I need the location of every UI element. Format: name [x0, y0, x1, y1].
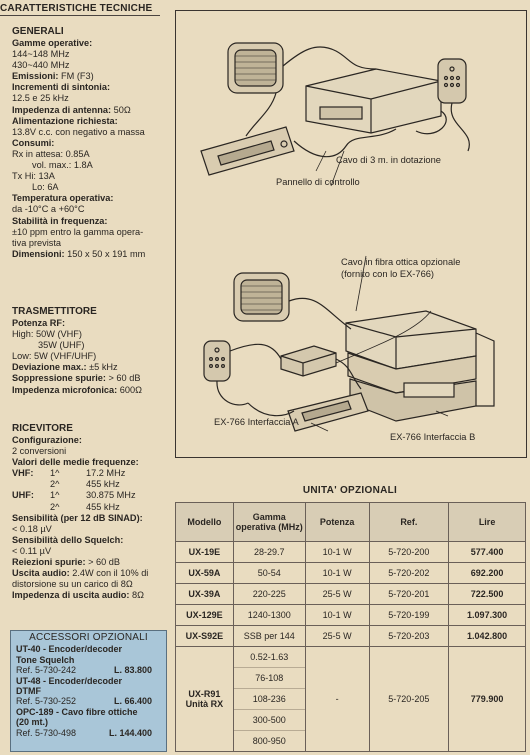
range-value: 300-500	[234, 710, 305, 731]
temperatura-value: da -10°C a +60°C	[12, 204, 85, 215]
caption-fibra-2: (fornito con lo EX-766)	[341, 269, 435, 279]
receiver-title: RICEVITORE	[12, 423, 73, 434]
specs-heading: CARATTERISTICHE TECNICHE	[0, 3, 160, 16]
soppressione-value: > 60 dB	[108, 373, 141, 384]
medie-label: Valori delle medie frequenze:	[12, 457, 139, 468]
impedenza-uscita-row	[12, 590, 172, 601]
gamme-label: Gamme operative:	[12, 38, 93, 48]
cell-range: 1240-1300	[233, 605, 305, 626]
accessory-ref-row	[16, 696, 166, 706]
accessories-box	[10, 630, 167, 752]
col-header-gamma: Gamma operativa (MHz)	[233, 503, 305, 542]
vhf-second-ord: 2^	[50, 479, 60, 490]
uscita-row	[12, 568, 172, 579]
consumi-value-1: Rx in attesa: 0.85A	[12, 148, 90, 159]
control-panel-bottom	[288, 393, 368, 431]
table-row	[176, 647, 526, 752]
interface-box-a	[281, 346, 336, 376]
accessory-name-2: DTMF	[16, 686, 41, 697]
general-section	[12, 26, 172, 260]
gamme-value-2: 430~440 MHz	[12, 60, 70, 71]
incrementi-label: Incrementi di sintonia:	[12, 82, 111, 93]
uhf-row-1	[12, 490, 172, 501]
installation-drawing	[176, 11, 526, 457]
consumi-value-2: vol. max.: 1.8A	[32, 160, 93, 171]
squelch-label: Sensibilità dello Squelch:	[12, 534, 124, 545]
uscita-value: 2.4W con il 10% di	[72, 568, 149, 579]
vhf-row-1	[12, 468, 172, 479]
deviazione-row	[12, 362, 172, 373]
impedenza-uscita-value: 8Ω	[131, 590, 144, 601]
impedenza-antenna-label: Impedenza di antenna:	[12, 104, 112, 115]
cell-range: 220-225	[233, 584, 305, 605]
speaker-bottom	[234, 273, 289, 321]
caption-fibra-1: Cavo in fibra ottica opzionale	[341, 257, 461, 267]
emissioni-label: Emissioni:	[12, 71, 59, 82]
cell-power: 10-1 W	[305, 542, 369, 563]
accessory-price: L. 66.400	[113, 696, 152, 707]
accessory-item	[11, 676, 166, 707]
potenza-value-3: Low: 5W (VHF/UHF)	[12, 351, 97, 362]
accessory-ref-row	[16, 665, 166, 675]
caption-interfaccia-b: EX-766 Interfaccia B	[390, 432, 476, 442]
range-stack	[234, 647, 305, 751]
installation-figure	[175, 10, 527, 458]
emissioni-value: FM (F3)	[61, 71, 94, 82]
accessory-name: UT-48 - Encoder/decoder	[16, 675, 123, 686]
accessories-title: ACCESSORI OPZIONALI	[29, 632, 148, 643]
stabilita-value-1: ±10 ppm entro la gamma opera-	[12, 226, 144, 237]
receiver-section	[12, 423, 172, 601]
incrementi-value: 12.5 e 25 kHz	[12, 93, 69, 104]
deviazione-value: ±5 kHz	[89, 362, 118, 373]
cell-ref: 5-720-200	[369, 542, 449, 563]
impedenza-antenna-value: 50Ω	[113, 104, 131, 115]
optional-units-table	[175, 502, 526, 752]
accessory-item	[11, 707, 166, 738]
config-value: 2 conversioni	[12, 446, 67, 457]
caption-pannello: Pannello di controllo	[276, 177, 360, 187]
accessory-ref: Ref. 5-730-252	[16, 696, 77, 707]
dimensioni-value: 150 x 50 x 191 mm	[67, 248, 146, 259]
cell-power: 25-5 W	[305, 626, 369, 647]
dimensioni-row	[12, 249, 172, 260]
col-header-ref: Ref.	[369, 503, 449, 542]
deviazione-label: Deviazione max.:	[12, 362, 87, 373]
cell-price: 722.500	[449, 584, 526, 605]
cell-range: SSB per 144	[233, 626, 305, 647]
caption-interfaccia-a: EX-766 Interfaccia A	[214, 417, 299, 427]
gamme-value-1: 144~148 MHz	[12, 49, 70, 60]
reiezioni-value: > 60 dB	[88, 557, 121, 568]
accessory-item	[11, 644, 166, 675]
cell-power: -	[305, 647, 369, 752]
cell-model	[176, 647, 234, 752]
cell-power: 10-1 W	[305, 605, 369, 626]
cell-model: UX-39A	[176, 584, 234, 605]
accessory-ref-row	[16, 728, 166, 738]
impedenza-uscita-label: Impedenza di uscita audio:	[12, 590, 130, 601]
accessory-name-2: (20 mt.)	[16, 717, 49, 728]
speaker-top	[228, 43, 283, 93]
general-title: GENERALI	[12, 26, 64, 37]
cell-price: 577.400	[449, 542, 526, 563]
accessory-name: OPC-189 - Cavo fibre ottiche	[16, 706, 138, 717]
table-row	[176, 563, 526, 584]
uhf-label: UHF:	[12, 490, 34, 501]
col-header-modello: Modello	[176, 503, 234, 542]
dimensioni-label: Dimensioni:	[12, 248, 65, 259]
cell-model: UX-S92E	[176, 626, 234, 647]
cell-power: 10-1 W	[305, 563, 369, 584]
uhf-second-value: 455 kHz	[86, 501, 120, 512]
stabilita-value-2: tiva prevista	[12, 237, 62, 248]
range-value: 800-950	[252, 736, 286, 746]
accessory-price: L. 144.400	[108, 727, 152, 738]
main-unit-stack	[346, 311, 494, 421]
potenza-value-2: 35W (UHF)	[38, 340, 85, 351]
uhf-first-ord: 1^	[50, 490, 60, 501]
microphone-bottom	[204, 341, 248, 405]
impedenza-microfonica-value: 600Ω	[119, 384, 142, 395]
stabilita-label: Stabilità in frequenza:	[12, 215, 108, 226]
uscita-label: Uscita audio:	[12, 568, 70, 579]
consumi-label: Consumi:	[12, 137, 55, 148]
accessory-ref: Ref. 5-730-242	[16, 665, 77, 676]
impedenza-microfonica-row	[12, 385, 172, 396]
table-row	[176, 542, 526, 563]
impedenza-microfonica-label: Impedenza microfonica:	[12, 384, 118, 395]
uhf-second-ord: 2^	[50, 501, 60, 512]
table-row	[176, 626, 526, 647]
potenza-label: Potenza RF:	[12, 318, 66, 328]
accessory-price: L. 83.800	[113, 665, 152, 676]
sensibilita-value: < 0.18 µV	[12, 523, 52, 534]
temperatura-label: Temperatura operativa:	[12, 193, 114, 204]
table-row	[176, 584, 526, 605]
accessory-ref: Ref. 5-730-498	[16, 727, 77, 738]
vhf-label: VHF:	[12, 468, 34, 479]
table-header-row	[176, 503, 526, 542]
transmitter-title: TRASMETTITORE	[12, 306, 97, 317]
alimentazione-value: 13.8V c.c. con negativo a massa	[12, 126, 145, 137]
reiezioni-label: Reiezioni spurie:	[12, 557, 86, 568]
vhf-first-ord: 1^	[50, 468, 60, 479]
consumi-value-3: Tx Hi: 13A	[12, 171, 55, 182]
col-header-potenza: Potenza	[305, 503, 369, 542]
impedenza-antenna-row	[12, 105, 172, 116]
table-row	[176, 605, 526, 626]
squelch-value: < 0.11 µV	[12, 545, 52, 556]
cell-price: 692.200	[449, 563, 526, 584]
cell-ref: 5-720-201	[369, 584, 449, 605]
accessory-name: UT-40 - Encoder/decoder	[16, 644, 123, 655]
vhf-second-value: 455 kHz	[86, 479, 120, 490]
accessory-name-2: Tone Squelch	[16, 654, 75, 665]
cell-range	[233, 647, 305, 752]
cell-price: 1.042.800	[449, 626, 526, 647]
vhf-row-2	[12, 479, 172, 490]
cell-model: UX-129E	[176, 605, 234, 626]
consumi-value-4: Lo: 6A	[32, 182, 59, 193]
model-name: UX-R91	[188, 689, 221, 699]
cell-price: 1.097.300	[449, 605, 526, 626]
caption-cavo: Cavo di 3 m. in dotazione	[336, 155, 441, 165]
microphone-top	[438, 59, 469, 151]
range-value: 0.52-1.63	[234, 647, 305, 668]
range-value: 76-108	[234, 668, 305, 689]
vhf-first-value: 17.2 MHz	[86, 468, 126, 479]
range-value: 108-236	[234, 689, 305, 710]
cell-ref: 5-720-205	[369, 647, 449, 752]
sensibilita-label: Sensibilità (per 12 dB SINAD):	[12, 512, 143, 523]
cell-model: UX-59A	[176, 563, 234, 584]
uhf-row-2	[12, 502, 172, 513]
alimentazione-label: Alimentazione richiesta:	[12, 115, 118, 126]
optional-units-title: UNITA' OPZIONALI	[302, 485, 398, 496]
main-unit-top	[306, 69, 441, 133]
config-label: Configurazione:	[12, 435, 82, 445]
cell-ref: 5-720-203	[369, 626, 449, 647]
cell-ref: 5-720-202	[369, 563, 449, 584]
cell-ref: 5-720-199	[369, 605, 449, 626]
soppressione-label: Soppressione spurie:	[12, 373, 106, 384]
soppressione-row	[12, 373, 172, 384]
uscita-value-2: distorsione su un carico di 8Ω	[12, 579, 133, 590]
transmitter-section	[12, 306, 172, 396]
model-subname: Unità RX	[185, 699, 224, 709]
cell-range: 50-54	[233, 563, 305, 584]
uhf-first-value: 30.875 MHz	[86, 490, 136, 501]
potenza-value-1: High: 50W (VHF)	[12, 329, 82, 340]
cell-model: UX-19E	[176, 542, 234, 563]
emissioni-row	[12, 71, 172, 82]
cell-range: 28-29.7	[233, 542, 305, 563]
col-header-lire: Lire	[449, 503, 526, 542]
cell-power: 25-5 W	[305, 584, 369, 605]
reiezioni-row	[12, 557, 172, 568]
cell-price: 779.900	[449, 647, 526, 752]
